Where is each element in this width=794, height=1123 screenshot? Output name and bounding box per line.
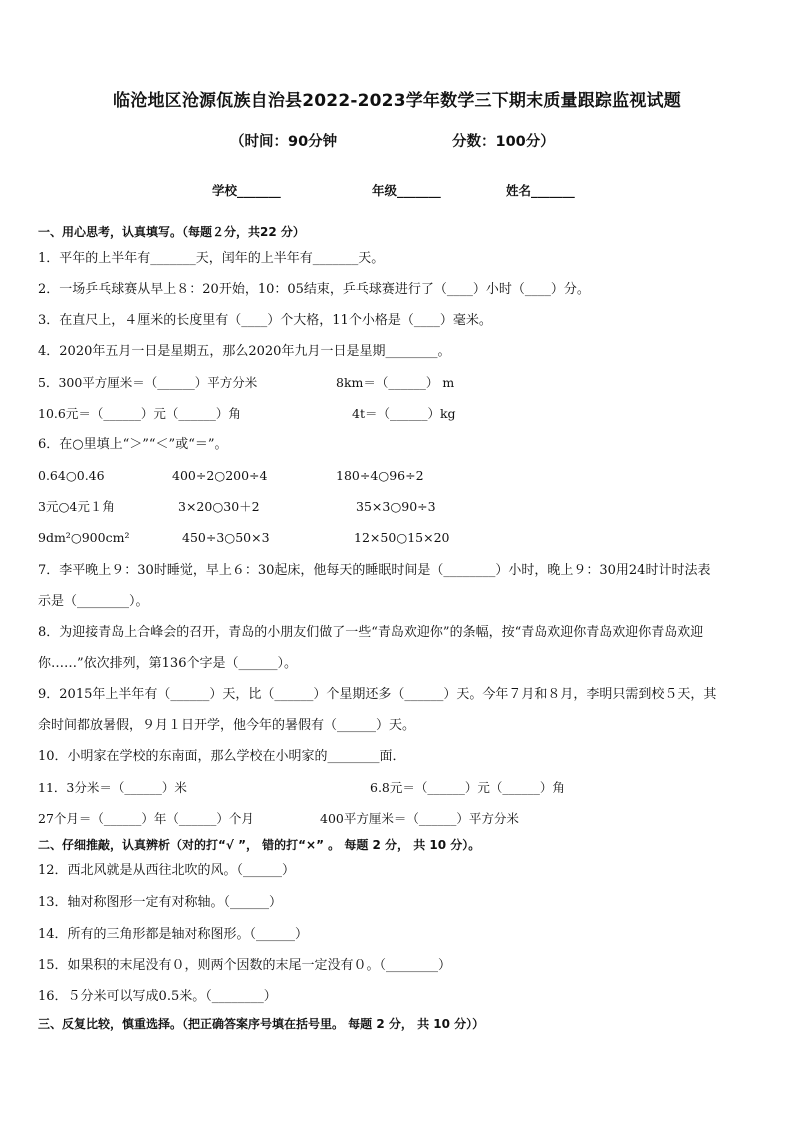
question-11-part-d: 400平方厘米＝（______）平方分米 (320, 811, 519, 826)
question-5-part-d: 4t＝（______）kg (352, 406, 456, 421)
compare-item: 180÷4○96÷2 (336, 468, 424, 483)
school-field: 学校_______ (212, 183, 281, 198)
question-9-line-1: 9．2015年上半年有（______）天，比（______）个星期还多（______）天。今年７月和８月，李明只需到校５天，其 (38, 687, 717, 702)
question-5-part-b: 8km＝（______） m (336, 375, 455, 390)
question-11-part-c: 27个月＝（______）年（______）个月 (38, 811, 254, 826)
name-field: 姓名_______ (506, 183, 575, 198)
question-11-part-a: 11．3分米＝（______）米 (38, 780, 187, 795)
question-3: 3．在直尺上，４厘米的长度里有（____）个大格，11个小格是（____）毫米。 (38, 313, 492, 328)
question-2: 2．一场乒乓球赛从早上８：20开始，10：05结束，乒乓球赛进行了（____）小时（____）分。 (38, 282, 590, 297)
exam-title: 临沧地区沧源佤族自治县2022-2023学年数学三下期末质量跟踪监视试题 (113, 91, 681, 111)
compare-item: 450÷3○50×3 (182, 530, 270, 545)
question-6: 6．在○里填上“＞”“＜”或“＝”。 (38, 437, 228, 452)
question-8-line-2: 你……”依次排列，第136个字是（______）。 (38, 656, 297, 671)
question-9-line-2: 余时间都放暑假，９月１日开学，他今年的暑假有（______）天。 (38, 718, 416, 733)
question-15: 15．如果积的末尾没有０，则两个因数的末尾一定没有０。（________） (38, 958, 452, 973)
compare-item: 3×20○30＋2 (178, 499, 260, 514)
compare-item: 0.64○0.46 (38, 468, 105, 483)
question-11-part-b: 6.8元＝（______）元（______）角 (370, 780, 565, 795)
question-1: 1．平年的上半年有_______天，闰年的上半年有_______天。 (38, 251, 385, 266)
compare-item: 3元○4元１角 (38, 499, 115, 514)
section-1-heading: 一、用心思考，认真填写。（每题２分，共22 分） (38, 225, 305, 239)
compare-item: 400÷2○200÷4 (172, 468, 268, 483)
exam-score: 分数：100分） (452, 134, 555, 150)
question-7-line-1: 7．李平晚上９：30时睡觉，早上６：30起床，他每天的睡眠时间是（________）小时，晚上９：30用24时计时法表 (38, 563, 711, 578)
question-16: 16．５分米可以写成0.5米。（________） (38, 989, 277, 1004)
section-2-heading: 二、仔细推敲，认真辨析（对的打“√ ”， 错的打“×” 。 每题 2 分， 共 10 分）。 (38, 838, 481, 852)
question-7-line-2: 示是（________）。 (38, 594, 149, 609)
question-13: 13．轴对称图形一定有对称轴。（______） (38, 895, 283, 910)
question-10: 10．小明家在学校的东南面，那么学校在小明家的________面． (38, 749, 406, 764)
question-5-part-a: 5．300平方厘米＝（______）平方分米 (38, 375, 258, 390)
grade-field: 年级_______ (372, 183, 441, 198)
question-12: 12．西北风就是从西往北吹的风。（______） (38, 863, 296, 878)
question-4: 4．2020年五月一日是星期五，那么2020年九月一日是星期________。 (38, 344, 451, 359)
compare-item: 12×50○15×20 (354, 530, 450, 545)
question-5-part-c: 10.6元＝（______）元（______）角 (38, 406, 241, 421)
compare-item: 35×3○90÷3 (356, 499, 436, 514)
question-14: 14．所有的三角形都是轴对称图形。（______） (38, 927, 309, 942)
question-8-line-1: 8．为迎接青岛上合峰会的召开，青岛的小朋友们做了一些“青岛欢迎你”的条幅，按“青岛欢迎你青岛欢迎你青岛欢迎 (38, 625, 704, 640)
compare-item: 9dm²○900cm² (38, 530, 130, 545)
exam-time: （时间：90分钟 (230, 134, 338, 150)
section-3-heading: 三、反复比较，慎重选择。（把正确答案序号填在括号里。 每题 2 分， 共 10 分）） (38, 1017, 485, 1031)
